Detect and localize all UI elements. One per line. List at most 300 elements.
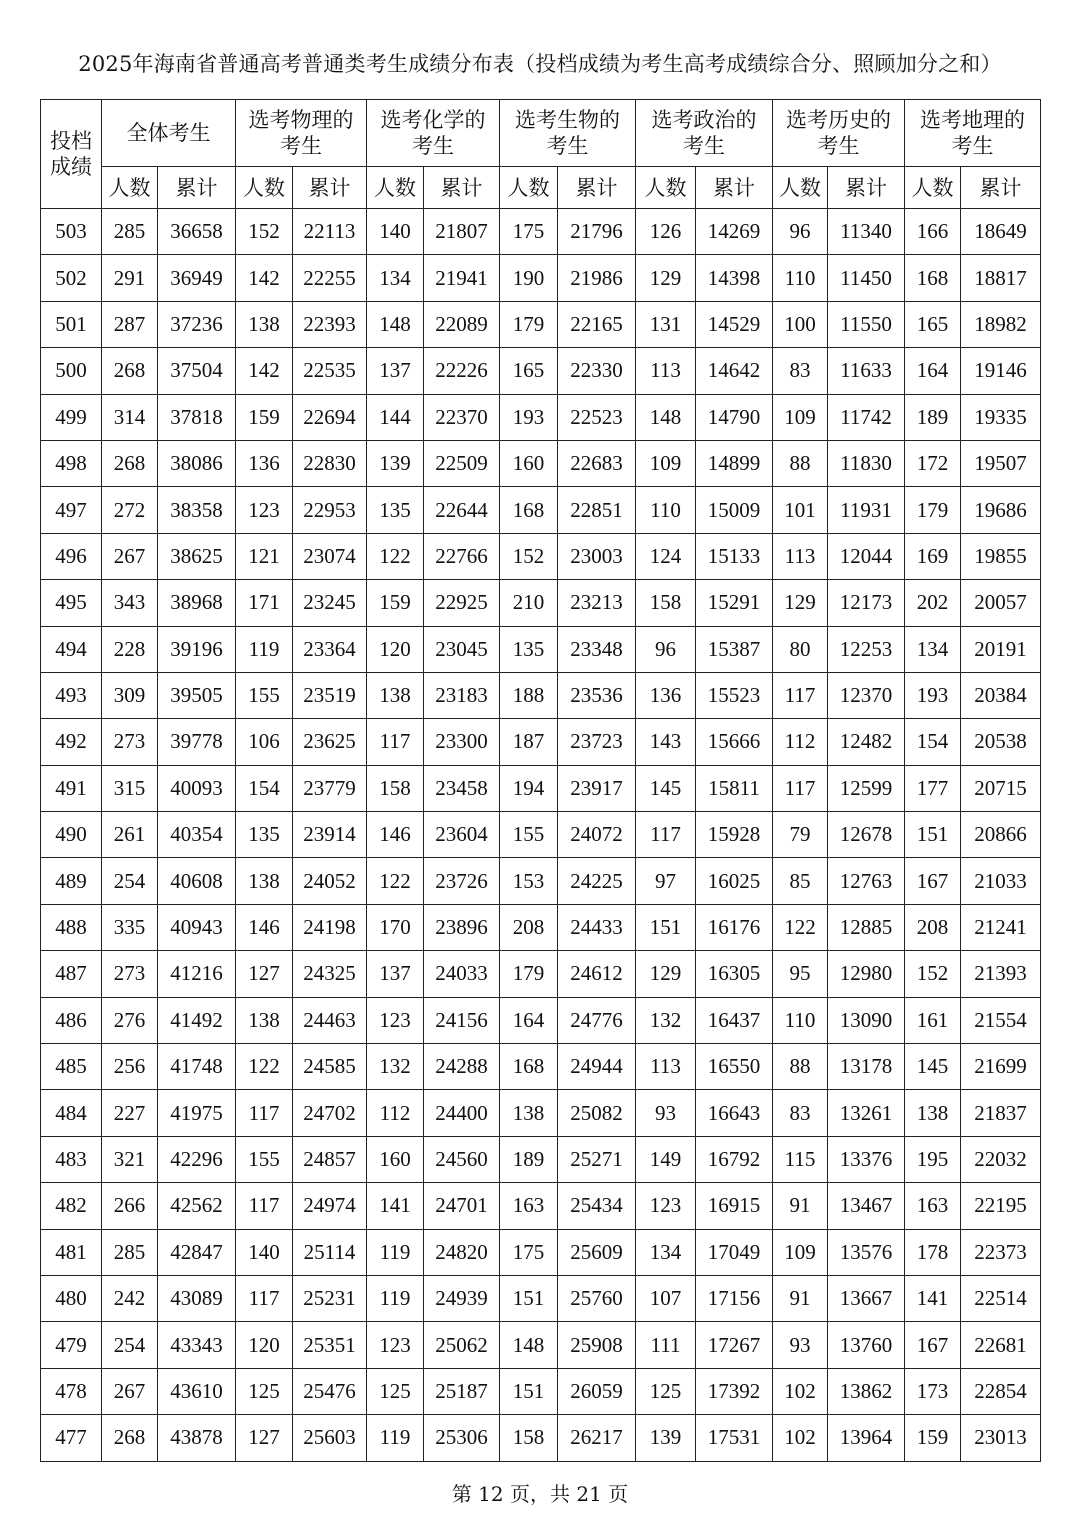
count-cell: 135: [500, 626, 558, 672]
cumulative-cell: 14529: [696, 301, 773, 347]
count-cell: 254: [102, 858, 158, 904]
count-cell: 139: [367, 440, 424, 486]
cumulative-cell: 24052: [293, 858, 367, 904]
count-column-header: 人数: [500, 167, 558, 209]
cumulative-cell: 11340: [828, 209, 905, 255]
count-column-header: 人数: [367, 167, 424, 209]
cumulative-cell: 41975: [158, 1090, 236, 1136]
count-cell: 315: [102, 765, 158, 811]
count-cell: 115: [773, 1136, 828, 1182]
group-header: 选考历史的 考生: [773, 100, 905, 167]
cumulative-cell: 22255: [293, 255, 367, 301]
cumulative-cell: 25603: [293, 1415, 367, 1461]
cumulative-cell: 14398: [696, 255, 773, 301]
table-row: [41, 487, 1041, 533]
count-cell: 132: [367, 1044, 424, 1090]
count-cell: 125: [236, 1368, 293, 1414]
table-row: [41, 812, 1041, 858]
cumulative-cell: 20384: [961, 672, 1041, 718]
cumulative-cell: 26059: [558, 1368, 636, 1414]
score-cell: 494: [41, 626, 102, 672]
count-cell: 159: [905, 1415, 961, 1461]
count-cell: 173: [905, 1368, 961, 1414]
count-cell: 117: [236, 1090, 293, 1136]
cumulative-cell: 11830: [828, 440, 905, 486]
count-cell: 267: [102, 533, 158, 579]
cumulative-column-header: 累计: [961, 167, 1041, 209]
cumulative-cell: 21699: [961, 1044, 1041, 1090]
score-distribution-table: [40, 99, 1041, 1462]
cumulative-cell: 20866: [961, 812, 1041, 858]
cumulative-cell: 40608: [158, 858, 236, 904]
cumulative-cell: 25476: [293, 1368, 367, 1414]
cumulative-cell: 24560: [424, 1136, 500, 1182]
cumulative-cell: 23300: [424, 719, 500, 765]
count-cell: 141: [905, 1275, 961, 1321]
score-column-header: 投档 成绩: [41, 100, 102, 209]
cumulative-cell: 23045: [424, 626, 500, 672]
cumulative-cell: 25231: [293, 1275, 367, 1321]
score-cell: 482: [41, 1183, 102, 1229]
cumulative-cell: 17156: [696, 1275, 773, 1321]
count-cell: 134: [367, 255, 424, 301]
cumulative-cell: 24857: [293, 1136, 367, 1182]
cumulative-cell: 24225: [558, 858, 636, 904]
table-row: [41, 348, 1041, 394]
cumulative-cell: 22830: [293, 440, 367, 486]
count-cell: 165: [500, 348, 558, 394]
cumulative-cell: 20538: [961, 719, 1041, 765]
cumulative-cell: 24939: [424, 1275, 500, 1321]
cumulative-cell: 15291: [696, 580, 773, 626]
count-cell: 175: [500, 209, 558, 255]
cumulative-cell: 15666: [696, 719, 773, 765]
count-cell: 102: [773, 1415, 828, 1461]
count-cell: 160: [500, 440, 558, 486]
count-cell: 169: [905, 533, 961, 579]
cumulative-cell: 22032: [961, 1136, 1041, 1182]
cumulative-cell: 16437: [696, 997, 773, 1043]
cumulative-cell: 13862: [828, 1368, 905, 1414]
count-cell: 113: [636, 1044, 696, 1090]
count-cell: 168: [905, 255, 961, 301]
count-cell: 268: [102, 1415, 158, 1461]
count-cell: 117: [236, 1275, 293, 1321]
count-cell: 273: [102, 719, 158, 765]
count-cell: 138: [367, 672, 424, 718]
count-cell: 146: [236, 904, 293, 950]
group-header: 选考化学的 考生: [367, 100, 500, 167]
cumulative-column-header: 累计: [424, 167, 500, 209]
cumulative-cell: 12482: [828, 719, 905, 765]
cumulative-cell: 22694: [293, 394, 367, 440]
count-cell: 151: [500, 1275, 558, 1321]
cumulative-cell: 23364: [293, 626, 367, 672]
count-cell: 119: [367, 1275, 424, 1321]
cumulative-cell: 12885: [828, 904, 905, 950]
cumulative-cell: 23625: [293, 719, 367, 765]
cumulative-cell: 24585: [293, 1044, 367, 1090]
count-cell: 83: [773, 1090, 828, 1136]
count-cell: 127: [236, 951, 293, 997]
score-cell: 477: [41, 1415, 102, 1461]
cumulative-cell: 17267: [696, 1322, 773, 1368]
cumulative-cell: 14642: [696, 348, 773, 394]
cumulative-cell: 38968: [158, 580, 236, 626]
cumulative-cell: 16305: [696, 951, 773, 997]
score-cell: 488: [41, 904, 102, 950]
count-cell: 109: [636, 440, 696, 486]
score-cell: 497: [41, 487, 102, 533]
count-cell: 175: [500, 1229, 558, 1275]
cumulative-cell: 39778: [158, 719, 236, 765]
score-cell: 487: [41, 951, 102, 997]
cumulative-cell: 19855: [961, 533, 1041, 579]
cumulative-cell: 14899: [696, 440, 773, 486]
cumulative-cell: 22925: [424, 580, 500, 626]
count-cell: 112: [773, 719, 828, 765]
cumulative-cell: 25760: [558, 1275, 636, 1321]
cumulative-cell: 41748: [158, 1044, 236, 1090]
table-row: [41, 209, 1041, 255]
cumulative-cell: 37818: [158, 394, 236, 440]
count-cell: 123: [636, 1183, 696, 1229]
cumulative-cell: 23245: [293, 580, 367, 626]
cumulative-cell: 12763: [828, 858, 905, 904]
count-cell: 267: [102, 1368, 158, 1414]
score-cell: 481: [41, 1229, 102, 1275]
cumulative-cell: 24288: [424, 1044, 500, 1090]
table-row: [41, 301, 1041, 347]
cumulative-cell: 23519: [293, 672, 367, 718]
count-cell: 152: [236, 209, 293, 255]
score-cell: 486: [41, 997, 102, 1043]
count-cell: 309: [102, 672, 158, 718]
cumulative-cell: 19686: [961, 487, 1041, 533]
score-cell: 499: [41, 394, 102, 440]
cumulative-cell: 39505: [158, 672, 236, 718]
table-row: [41, 626, 1041, 672]
score-cell: 483: [41, 1136, 102, 1182]
count-cell: 91: [773, 1183, 828, 1229]
count-cell: 188: [500, 672, 558, 718]
cumulative-cell: 19507: [961, 440, 1041, 486]
count-cell: 168: [500, 1044, 558, 1090]
table-row: [41, 440, 1041, 486]
count-cell: 208: [905, 904, 961, 950]
table-row: [41, 1322, 1041, 1368]
score-cell: 501: [41, 301, 102, 347]
cumulative-cell: 23917: [558, 765, 636, 811]
cumulative-cell: 21554: [961, 997, 1041, 1043]
count-cell: 227: [102, 1090, 158, 1136]
table-row: [41, 580, 1041, 626]
count-cell: 126: [636, 209, 696, 255]
cumulative-cell: 38358: [158, 487, 236, 533]
cumulative-cell: 36949: [158, 255, 236, 301]
score-cell: 503: [41, 209, 102, 255]
cumulative-cell: 18817: [961, 255, 1041, 301]
cumulative-cell: 36658: [158, 209, 236, 255]
cumulative-cell: 22953: [293, 487, 367, 533]
cumulative-cell: 15928: [696, 812, 773, 858]
cumulative-cell: 41216: [158, 951, 236, 997]
cumulative-cell: 12980: [828, 951, 905, 997]
count-cell: 208: [500, 904, 558, 950]
count-cell: 121: [236, 533, 293, 579]
cumulative-cell: 22644: [424, 487, 500, 533]
cumulative-cell: 24820: [424, 1229, 500, 1275]
cumulative-cell: 25434: [558, 1183, 636, 1229]
count-cell: 194: [500, 765, 558, 811]
count-cell: 144: [367, 394, 424, 440]
count-cell: 107: [636, 1275, 696, 1321]
score-cell: 480: [41, 1275, 102, 1321]
cumulative-cell: 23458: [424, 765, 500, 811]
cumulative-column-header: 累计: [828, 167, 905, 209]
table-row: [41, 1229, 1041, 1275]
count-cell: 96: [773, 209, 828, 255]
count-cell: 179: [905, 487, 961, 533]
count-cell: 154: [905, 719, 961, 765]
cumulative-cell: 23914: [293, 812, 367, 858]
count-cell: 85: [773, 858, 828, 904]
count-cell: 129: [773, 580, 828, 626]
cumulative-cell: 13576: [828, 1229, 905, 1275]
cumulative-cell: 23348: [558, 626, 636, 672]
count-cell: 189: [905, 394, 961, 440]
cumulative-cell: 22509: [424, 440, 500, 486]
cumulative-cell: 13667: [828, 1275, 905, 1321]
cumulative-cell: 16792: [696, 1136, 773, 1182]
count-cell: 161: [905, 997, 961, 1043]
cumulative-cell: 21837: [961, 1090, 1041, 1136]
count-column-header: 人数: [905, 167, 961, 209]
count-cell: 151: [500, 1368, 558, 1414]
cumulative-cell: 40093: [158, 765, 236, 811]
count-cell: 159: [367, 580, 424, 626]
count-cell: 111: [636, 1322, 696, 1368]
cumulative-cell: 23723: [558, 719, 636, 765]
cumulative-cell: 14269: [696, 209, 773, 255]
count-cell: 137: [367, 348, 424, 394]
cumulative-cell: 37236: [158, 301, 236, 347]
cumulative-cell: 42847: [158, 1229, 236, 1275]
count-cell: 151: [905, 812, 961, 858]
document-title: 2025年海南省普通高考普通类考生成绩分布表（投档成绩为考生高考成绩综合分、照顾加分之和）: [78, 52, 1002, 76]
count-cell: 122: [773, 904, 828, 950]
cumulative-cell: 11633: [828, 348, 905, 394]
count-cell: 135: [236, 812, 293, 858]
score-cell: 479: [41, 1322, 102, 1368]
cumulative-cell: 18649: [961, 209, 1041, 255]
count-cell: 117: [773, 672, 828, 718]
cumulative-cell: 19335: [961, 394, 1041, 440]
table-row: [41, 951, 1041, 997]
count-cell: 136: [236, 440, 293, 486]
cumulative-cell: 38086: [158, 440, 236, 486]
count-cell: 119: [367, 1229, 424, 1275]
group-header: 全体考生: [102, 100, 236, 167]
count-cell: 93: [773, 1322, 828, 1368]
cumulative-cell: 17049: [696, 1229, 773, 1275]
cumulative-cell: 25082: [558, 1090, 636, 1136]
count-cell: 101: [773, 487, 828, 533]
count-cell: 110: [773, 997, 828, 1043]
count-cell: 91: [773, 1275, 828, 1321]
count-cell: 134: [905, 626, 961, 672]
cumulative-cell: 22370: [424, 394, 500, 440]
count-cell: 242: [102, 1275, 158, 1321]
cumulative-cell: 16915: [696, 1183, 773, 1229]
cumulative-cell: 15523: [696, 672, 773, 718]
cumulative-cell: 40943: [158, 904, 236, 950]
count-cell: 158: [367, 765, 424, 811]
count-cell: 158: [500, 1415, 558, 1461]
count-cell: 210: [500, 580, 558, 626]
cumulative-cell: 12044: [828, 533, 905, 579]
table-row: [41, 719, 1041, 765]
score-cell: 493: [41, 672, 102, 718]
cumulative-cell: 12173: [828, 580, 905, 626]
count-cell: 142: [236, 348, 293, 394]
cumulative-cell: 25306: [424, 1415, 500, 1461]
count-cell: 158: [636, 580, 696, 626]
cumulative-cell: 12678: [828, 812, 905, 858]
cumulative-cell: 24400: [424, 1090, 500, 1136]
count-cell: 256: [102, 1044, 158, 1090]
cumulative-cell: 22683: [558, 440, 636, 486]
count-cell: 149: [636, 1136, 696, 1182]
count-cell: 287: [102, 301, 158, 347]
count-cell: 100: [773, 301, 828, 347]
count-column-header: 人数: [102, 167, 158, 209]
count-cell: 123: [367, 1322, 424, 1368]
cumulative-cell: 43089: [158, 1275, 236, 1321]
cumulative-cell: 42562: [158, 1183, 236, 1229]
count-cell: 172: [905, 440, 961, 486]
count-cell: 148: [636, 394, 696, 440]
cumulative-cell: 23726: [424, 858, 500, 904]
cumulative-cell: 22393: [293, 301, 367, 347]
score-cell: 500: [41, 348, 102, 394]
cumulative-cell: 21241: [961, 904, 1041, 950]
table-row: [41, 1368, 1041, 1414]
group-header: 选考地理的 考生: [905, 100, 1041, 167]
count-cell: 152: [905, 951, 961, 997]
cumulative-cell: 22113: [293, 209, 367, 255]
count-cell: 266: [102, 1183, 158, 1229]
count-cell: 254: [102, 1322, 158, 1368]
cumulative-column-header: 累计: [158, 167, 236, 209]
count-cell: 120: [367, 626, 424, 672]
score-cell: 484: [41, 1090, 102, 1136]
table-row: [41, 1136, 1041, 1182]
count-cell: 95: [773, 951, 828, 997]
cumulative-cell: 25271: [558, 1136, 636, 1182]
count-cell: 138: [236, 301, 293, 347]
count-cell: 110: [773, 255, 828, 301]
cumulative-cell: 23013: [961, 1415, 1041, 1461]
table-row: [41, 858, 1041, 904]
score-cell: 478: [41, 1368, 102, 1414]
cumulative-cell: 17392: [696, 1368, 773, 1414]
cumulative-cell: 23003: [558, 533, 636, 579]
count-cell: 152: [500, 533, 558, 579]
table-row: [41, 1044, 1041, 1090]
count-cell: 148: [500, 1322, 558, 1368]
cumulative-cell: 23183: [424, 672, 500, 718]
count-cell: 127: [236, 1415, 293, 1461]
cumulative-cell: 13178: [828, 1044, 905, 1090]
table-row: [41, 1415, 1041, 1461]
cumulative-cell: 25187: [424, 1368, 500, 1414]
count-cell: 168: [500, 487, 558, 533]
count-cell: 122: [367, 858, 424, 904]
cumulative-cell: 22330: [558, 348, 636, 394]
sub-header-row: [41, 167, 1041, 209]
page-footer: 第 12 页，共 21 页: [451, 1482, 629, 1506]
count-cell: 276: [102, 997, 158, 1043]
count-cell: 80: [773, 626, 828, 672]
count-cell: 97: [636, 858, 696, 904]
count-cell: 123: [367, 997, 424, 1043]
count-cell: 268: [102, 440, 158, 486]
cumulative-cell: 24198: [293, 904, 367, 950]
cumulative-cell: 41492: [158, 997, 236, 1043]
count-cell: 179: [500, 951, 558, 997]
count-cell: 335: [102, 904, 158, 950]
count-cell: 109: [773, 1229, 828, 1275]
count-cell: 228: [102, 626, 158, 672]
count-column-header: 人数: [636, 167, 696, 209]
cumulative-cell: 13760: [828, 1322, 905, 1368]
count-cell: 117: [236, 1183, 293, 1229]
count-cell: 113: [636, 348, 696, 394]
count-cell: 96: [636, 626, 696, 672]
cumulative-cell: 24072: [558, 812, 636, 858]
cumulative-cell: 20191: [961, 626, 1041, 672]
cumulative-cell: 25908: [558, 1322, 636, 1368]
count-cell: 88: [773, 440, 828, 486]
cumulative-cell: 18982: [961, 301, 1041, 347]
count-cell: 138: [500, 1090, 558, 1136]
count-cell: 137: [367, 951, 424, 997]
count-cell: 138: [236, 858, 293, 904]
cumulative-cell: 23896: [424, 904, 500, 950]
count-column-header: 人数: [236, 167, 293, 209]
count-cell: 166: [905, 209, 961, 255]
count-cell: 321: [102, 1136, 158, 1182]
count-cell: 117: [773, 765, 828, 811]
cumulative-cell: 22226: [424, 348, 500, 394]
cumulative-cell: 14790: [696, 394, 773, 440]
score-cell: 502: [41, 255, 102, 301]
cumulative-cell: 11742: [828, 394, 905, 440]
count-cell: 187: [500, 719, 558, 765]
cumulative-cell: 13261: [828, 1090, 905, 1136]
cumulative-cell: 42296: [158, 1136, 236, 1182]
count-cell: 178: [905, 1229, 961, 1275]
cumulative-cell: 13090: [828, 997, 905, 1043]
cumulative-cell: 17531: [696, 1415, 773, 1461]
count-cell: 285: [102, 209, 158, 255]
count-cell: 123: [236, 487, 293, 533]
count-cell: 125: [636, 1368, 696, 1414]
cumulative-cell: 24944: [558, 1044, 636, 1090]
cumulative-cell: 43610: [158, 1368, 236, 1414]
cumulative-cell: 11931: [828, 487, 905, 533]
